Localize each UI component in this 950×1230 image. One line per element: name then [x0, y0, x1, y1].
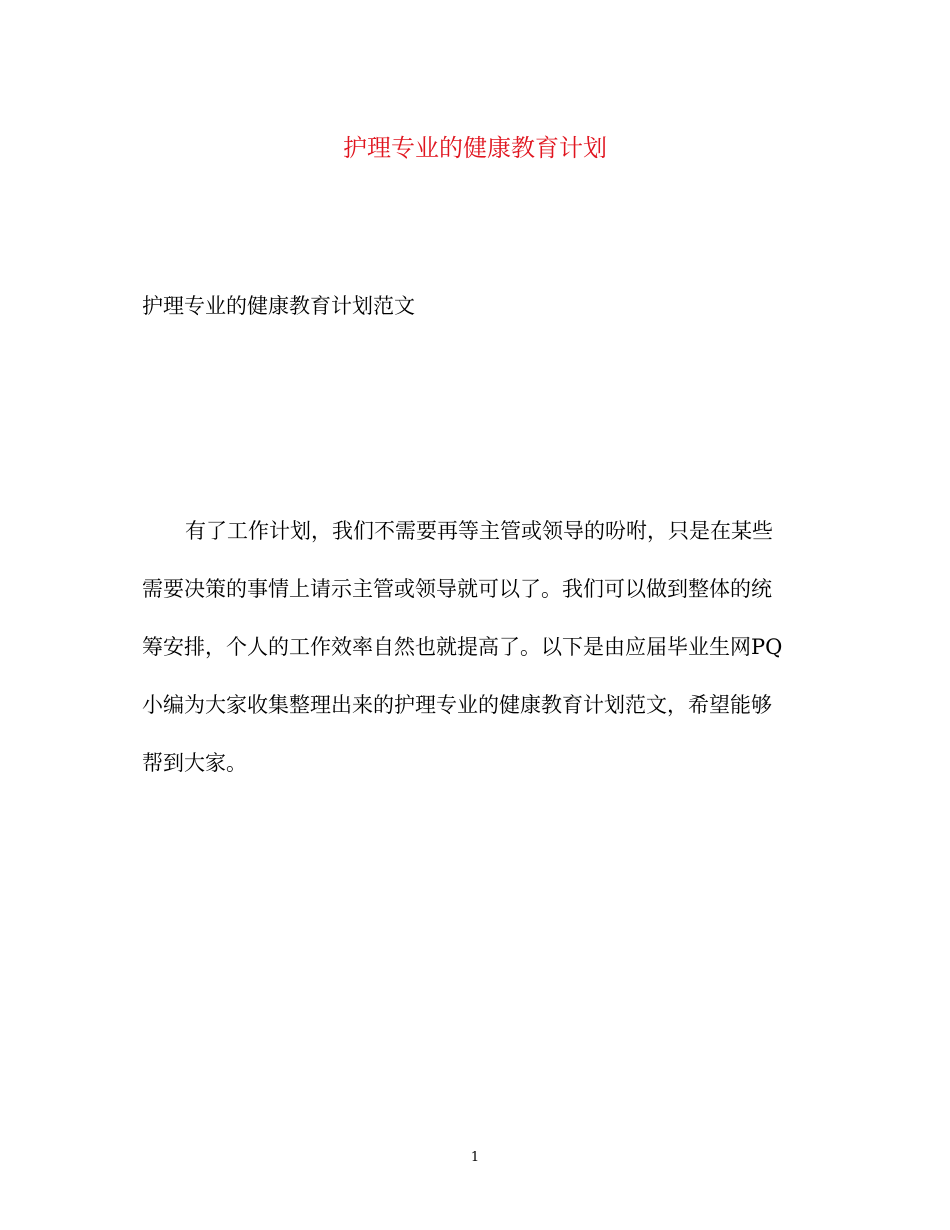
paragraph-line: 筹安排，个人的工作效率自然也就提高了。以下是由应届毕业生网PQ — [142, 635, 783, 659]
intro-paragraph — [142, 502, 808, 792]
paragraph-line: 帮到大家。 — [142, 751, 247, 775]
paragraph-line: 有了工作计划，我们不需要再等主管或领导的吩咐，只是在某些 — [185, 519, 773, 543]
paragraph-line: 小编为大家收集整理出来的护理专业的健康教育计划范文，希望能够 — [142, 693, 772, 717]
paragraph-line: 需要决策的事情上请示主管或领导就可以了。我们可以做到整体的统 — [142, 577, 772, 601]
document-subtitle: 护理专业的健康教育计划范文 — [142, 294, 415, 318]
page-number: 1 — [470, 1150, 480, 1165]
document-title: 护理专业的健康教育计划 — [343, 134, 607, 162]
